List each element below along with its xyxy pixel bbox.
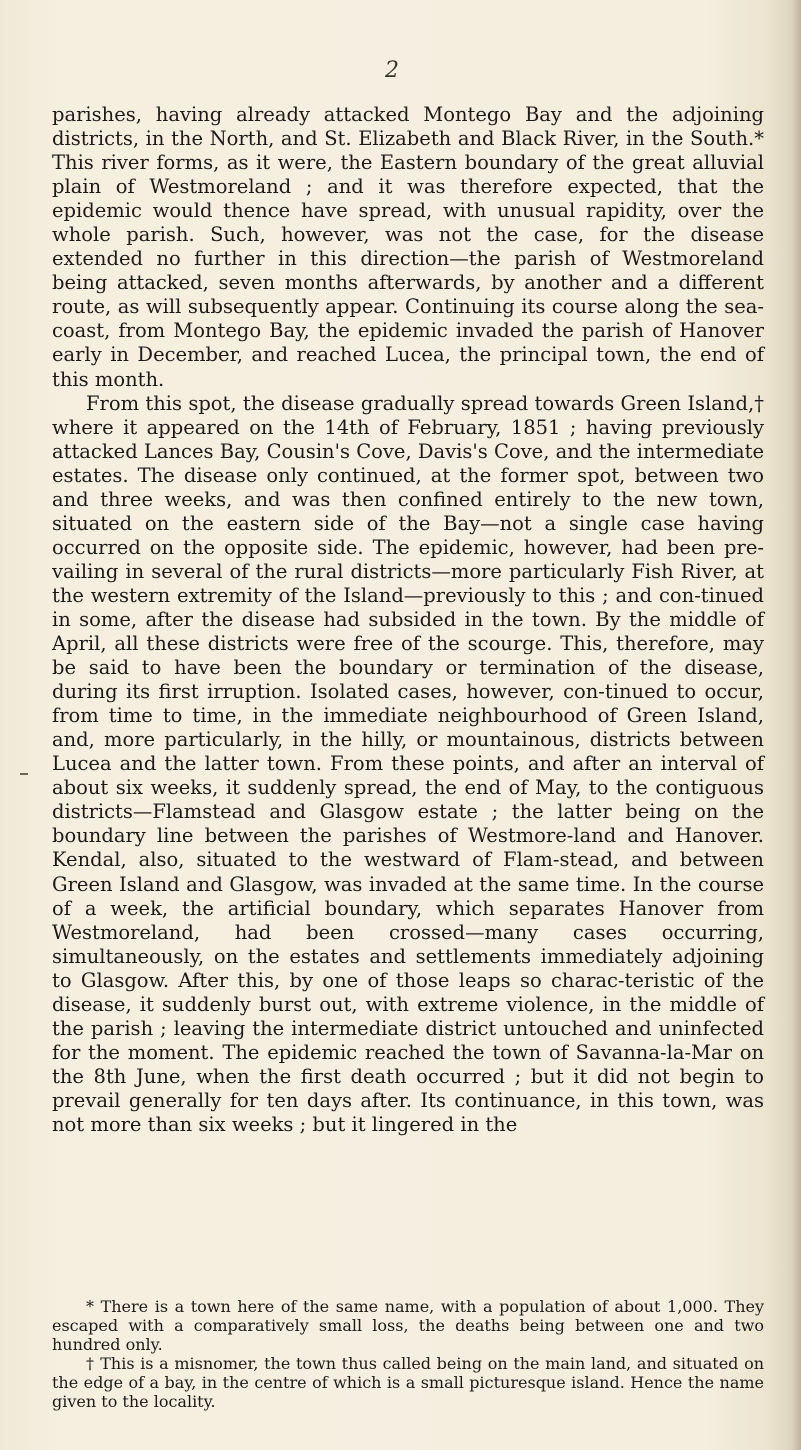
paragraph: parishes, having already attacked Montego Bay and the adjoining districts, in the North, and St. Elizabeth and Black River, in the South.* This river forms, as it were, the Eastern boundary of the great alluvial plain of Westmoreland ; and it was therefore expected, that the epidemic would thence have spread, with unusual rapidity, over the whole parish. Such, however, was not the case, for the disease extended no further in this direction—the parish of Westmoreland being attacked, seven months afterwards, by another and a different route, as will subsequently appear. Continuing its course along the sea-coast, from Montego Bay, the epidemic invaded the parish of Hanover early in December, and reached Lucea, the principal town, the end of this month. — [52, 103, 764, 391]
main-text — [52, 103, 764, 1137]
page-edge-shadow — [791, 0, 801, 1450]
footnotes — [52, 1297, 764, 1411]
margin-mark — [20, 773, 28, 775]
page-number: 2 — [385, 58, 399, 83]
footnote: † This is a misnomer, the town thus called being on the main land, and situated on the edge of a bay, in the centre of which is a small picturesque island. Hence the name given to the locality. — [52, 1354, 764, 1411]
paragraph: From this spot, the disease gradually spread towards Green Island,† where it appeared on the 14th of February, 1851 ; having previously attacked Lances Bay, Cousin's Cove, Davis's Cove, and the intermediate estates. The disease only continued, at the former spot, between two and three weeks, and was then confined entirely to the new town, situated on the eastern side of the Bay—not a single case having occurred on the opposite side. The epidemic, however, had been pre-vailing in several of the rural districts—more particularly Fish River, at the western extremity of the Island—previously to this ; and con-tinued in some, after the disease had subsided in the town. By the middle of April, all these districts were free of the scourge. This, therefore, may be said to have been the boundary or termination of the disease, during its first irruption. Isolated cases, however, con-tinued to occur, from time to time, in the immediate neighbourhood of Green Island, and, more particularly, in the hilly, or mountainous, districts between Lucea and the latter town. From these points, and after an interval of about six weeks, it suddenly spread, the end of May, to the contiguous districts—Flamstead and Glasgow estate ; the latter being on the boundary line between the parishes of Westmore-land and Hanover. Kendal, also, situated to the westward of Flam-stead, and between Green Island and Glasgow, was invaded at the same time. In the course of a week, the artificial boundary, which separates Hanover from Westmoreland, had been crossed—many cases occurring, simultaneously, on the estates and settlements immediately adjoining to Glasgow. After this, by one of those leaps so charac-teristic of the disease, it suddenly burst out, with extreme violence, in the middle of the parish ; leaving the intermediate district untouched and uninfected for the moment. The epidemic reached the town of Savanna-la-Mar on the 8th June, when the first death occurred ; but it did not begin to prevail generally for ten days after. Its continuance, in this town, was not more than six weeks ; but it lingered in the — [52, 391, 764, 1136]
footnote: * There is a town here of the same name, with a population of about 1,000. They escaped with a comparatively small loss, the deaths being between one and two hundred only. — [52, 1297, 764, 1354]
